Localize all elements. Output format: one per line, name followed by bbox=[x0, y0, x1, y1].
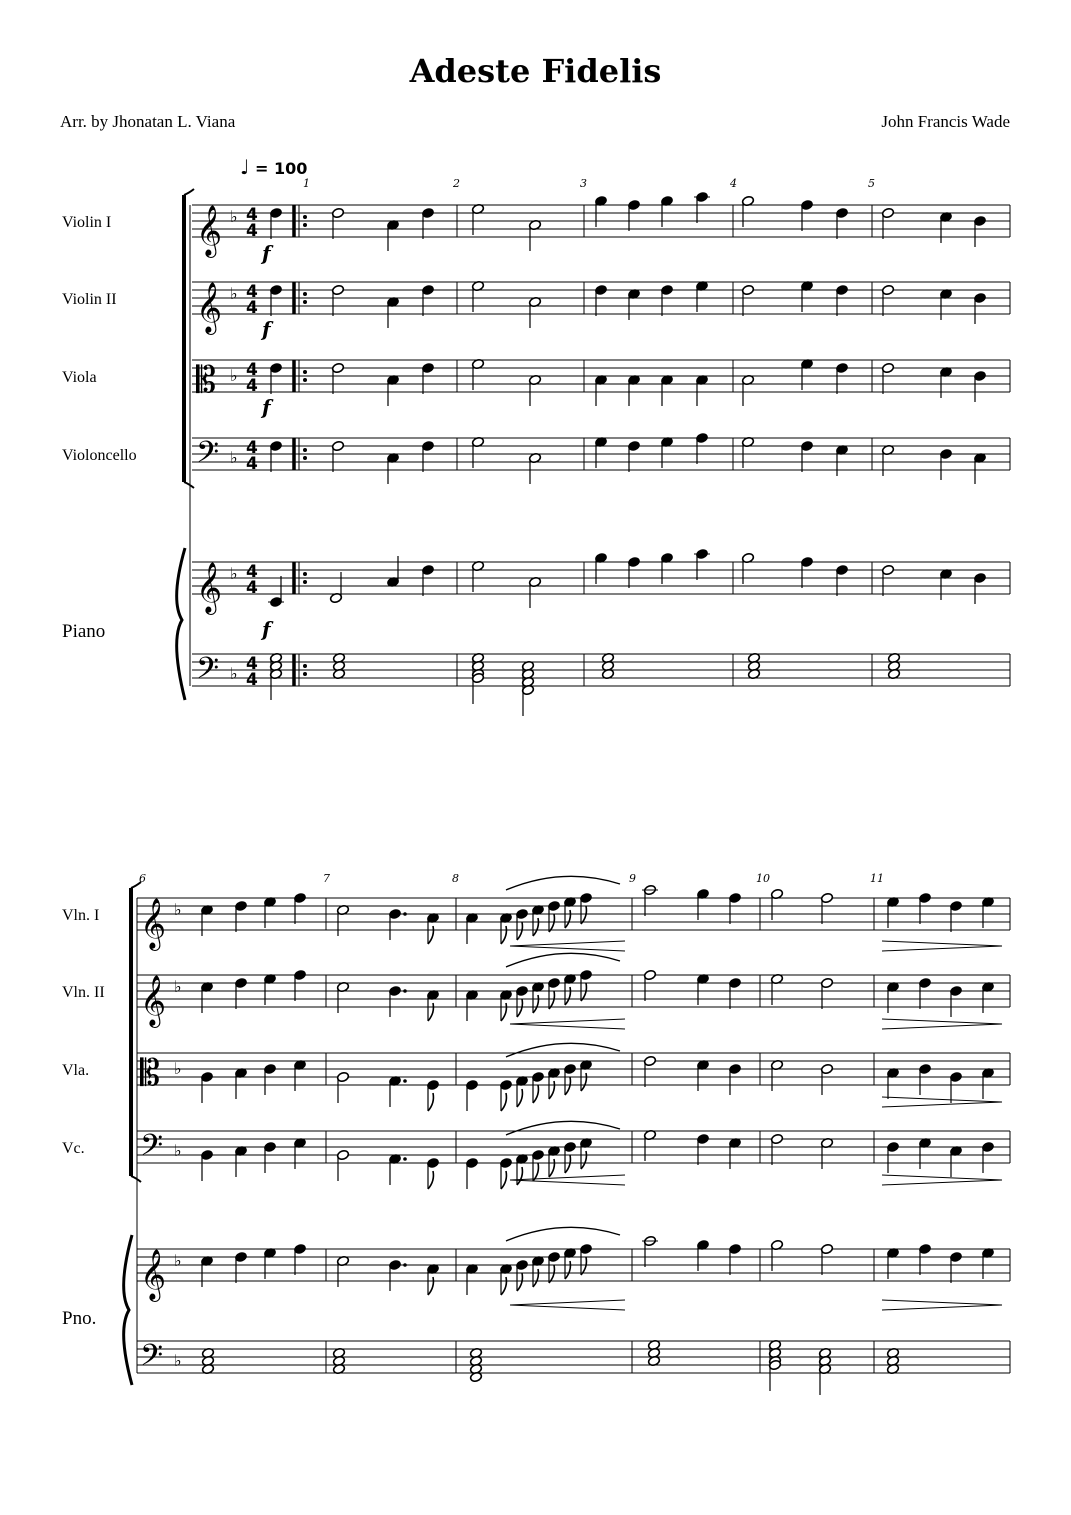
note-flag bbox=[533, 995, 538, 1013]
time-signature-numerator: 4 bbox=[246, 205, 258, 225]
decrescendo-hairpin bbox=[882, 1019, 1002, 1024]
time-signature-numerator: 4 bbox=[246, 562, 258, 582]
key-signature-flat-icon: ♭ bbox=[230, 564, 238, 583]
repeat-dot bbox=[303, 664, 307, 668]
measure-number: 7 bbox=[323, 872, 330, 885]
bass-clef-icon: 𝄢 bbox=[196, 436, 220, 477]
decrescendo-hairpin bbox=[882, 1180, 1002, 1185]
note-flag bbox=[549, 1159, 554, 1177]
key-signature-flat-icon: ♭ bbox=[174, 1251, 182, 1270]
crescendo-hairpin bbox=[510, 1305, 625, 1310]
note-flag bbox=[533, 1269, 538, 1287]
crescendo-hairpin bbox=[510, 1300, 625, 1305]
bracket-bottom bbox=[131, 1176, 141, 1182]
instrument-label-violin-2: Violin II bbox=[62, 291, 117, 308]
note-flag bbox=[549, 1081, 554, 1099]
arranger-credit: Arr. by Jhonatan L. Viana bbox=[60, 112, 236, 131]
alto-clef-icon: 𝄡 bbox=[140, 1053, 161, 1094]
note-flag bbox=[581, 1151, 586, 1169]
measure-number: 11 bbox=[870, 872, 884, 885]
time-signature-denominator: 4 bbox=[246, 670, 258, 690]
instrument-label-violin-1: Violin I bbox=[62, 214, 112, 231]
repeat-dot bbox=[303, 448, 307, 452]
note-flag bbox=[565, 910, 570, 928]
instrument-label-viola-short: Vla. bbox=[62, 1062, 90, 1079]
time-signature-denominator: 4 bbox=[246, 221, 258, 241]
note-dot bbox=[403, 1157, 407, 1161]
crescendo-hairpin bbox=[510, 1024, 625, 1029]
treble-clef-icon: 𝄞 bbox=[196, 282, 223, 333]
note-flag bbox=[549, 1265, 554, 1283]
dynamic-forte-marking: f bbox=[262, 395, 271, 419]
bass-clef-icon: 𝄢 bbox=[140, 1129, 164, 1170]
decrescendo-hairpin bbox=[882, 941, 1002, 946]
note-flag bbox=[565, 1261, 570, 1279]
note-flag bbox=[428, 926, 433, 944]
instrument-label-cello-short: Vc. bbox=[62, 1140, 85, 1157]
repeat-dot bbox=[303, 370, 307, 374]
note-dot bbox=[403, 912, 407, 916]
bracket-top bbox=[184, 189, 194, 195]
piano-brace bbox=[124, 1235, 132, 1385]
note-flag bbox=[501, 1093, 506, 1111]
note-flag bbox=[501, 1171, 506, 1189]
measure-number: 10 bbox=[756, 872, 770, 885]
tempo-value: = 100 bbox=[255, 159, 308, 178]
note-flag bbox=[549, 914, 554, 932]
treble-clef-icon: 𝄞 bbox=[140, 898, 167, 949]
bass-clef-icon: 𝄢 bbox=[196, 652, 220, 693]
decrescendo-hairpin bbox=[882, 1102, 1002, 1107]
note-flag bbox=[501, 926, 506, 944]
time-signature-numerator: 4 bbox=[246, 282, 258, 302]
note-flag bbox=[565, 987, 570, 1005]
repeat-dot bbox=[303, 580, 307, 584]
note-flag bbox=[517, 922, 522, 940]
time-signature-denominator: 4 bbox=[246, 578, 258, 598]
bracket-top bbox=[131, 882, 141, 888]
instrument-label-cello: Violoncello bbox=[62, 447, 137, 464]
key-signature-flat-icon: ♭ bbox=[230, 366, 238, 385]
dynamic-forte-marking: f bbox=[262, 241, 271, 265]
slur bbox=[506, 1227, 620, 1241]
note-flag bbox=[517, 999, 522, 1017]
crescendo-hairpin bbox=[510, 1175, 625, 1180]
slur bbox=[506, 876, 620, 890]
repeat-dot bbox=[303, 672, 307, 676]
crescendo-hairpin bbox=[510, 941, 625, 946]
key-signature-flat-icon: ♭ bbox=[174, 1059, 182, 1078]
note-flag bbox=[501, 1003, 506, 1021]
alto-clef-icon: 𝄡 bbox=[196, 360, 217, 401]
repeat-dot bbox=[303, 223, 307, 227]
piano-brace bbox=[177, 548, 185, 700]
repeat-dot bbox=[303, 572, 307, 576]
treble-clef-icon: 𝄞 bbox=[196, 205, 223, 256]
decrescendo-hairpin bbox=[882, 1305, 1002, 1310]
dynamic-forte-marking: f bbox=[262, 617, 271, 641]
measure-number: 3 bbox=[580, 177, 587, 190]
note-flag bbox=[517, 1167, 522, 1185]
note-flag bbox=[533, 1085, 538, 1103]
key-signature-flat-icon: ♭ bbox=[174, 1141, 182, 1160]
slur bbox=[506, 1043, 620, 1057]
decrescendo-hairpin bbox=[882, 1175, 1002, 1180]
repeat-dot bbox=[303, 215, 307, 219]
crescendo-hairpin bbox=[510, 1019, 625, 1024]
composer-credit: John Francis Wade bbox=[881, 112, 1010, 131]
note-dot bbox=[403, 1079, 407, 1083]
measure-number: 2 bbox=[453, 177, 460, 190]
dynamic-forte-marking: f bbox=[262, 317, 271, 341]
measure-number: 8 bbox=[452, 872, 459, 885]
note-flag bbox=[517, 1273, 522, 1291]
key-signature-flat-icon: ♭ bbox=[174, 1351, 182, 1370]
instrument-label-piano: Piano bbox=[62, 621, 106, 642]
note-flag bbox=[549, 991, 554, 1009]
instrument-label-violin-2-short: Vln. II bbox=[62, 984, 105, 1001]
treble-clef-icon: 𝄞 bbox=[140, 1249, 167, 1300]
note-flag bbox=[581, 1073, 586, 1091]
note-flag bbox=[428, 1277, 433, 1295]
bracket-bottom bbox=[184, 482, 194, 488]
measure-number: 4 bbox=[730, 177, 737, 190]
measure-number: 9 bbox=[629, 872, 636, 885]
time-signature-numerator: 4 bbox=[246, 654, 258, 674]
repeat-dot bbox=[303, 300, 307, 304]
instrument-label-violin-1-short: Vln. I bbox=[62, 907, 100, 924]
note-flag bbox=[533, 918, 538, 936]
slur bbox=[506, 1121, 620, 1135]
measure-number: 6 bbox=[139, 872, 146, 885]
time-signature-denominator: 4 bbox=[246, 454, 258, 474]
key-signature-flat-icon: ♭ bbox=[174, 977, 182, 996]
measure-number: 1 bbox=[303, 177, 310, 190]
note-flag bbox=[565, 1077, 570, 1095]
note-flag bbox=[517, 1089, 522, 1107]
repeat-dot bbox=[303, 378, 307, 382]
key-signature-flat-icon: ♭ bbox=[230, 664, 238, 683]
crescendo-hairpin bbox=[510, 946, 625, 951]
decrescendo-hairpin bbox=[882, 1024, 1002, 1029]
decrescendo-hairpin bbox=[882, 946, 1002, 951]
measure-number: 5 bbox=[868, 177, 875, 190]
treble-clef-icon: 𝄞 bbox=[140, 975, 167, 1026]
slur bbox=[506, 953, 620, 967]
instrument-label-viola: Viola bbox=[62, 369, 97, 386]
decrescendo-hairpin bbox=[882, 1097, 1002, 1102]
bass-clef-icon: 𝄢 bbox=[140, 1339, 164, 1380]
key-signature-flat-icon: ♭ bbox=[230, 284, 238, 303]
decrescendo-hairpin bbox=[882, 1300, 1002, 1305]
time-signature-denominator: 4 bbox=[246, 376, 258, 396]
key-signature-flat-icon: ♭ bbox=[174, 900, 182, 919]
key-signature-flat-icon: ♭ bbox=[230, 207, 238, 226]
time-signature-numerator: 4 bbox=[246, 360, 258, 380]
key-signature-flat-icon: ♭ bbox=[230, 448, 238, 467]
note-flag bbox=[581, 906, 586, 924]
note-flag bbox=[581, 1257, 586, 1275]
note-flag bbox=[501, 1277, 506, 1295]
note-flag bbox=[428, 1003, 433, 1021]
repeat-dot bbox=[303, 456, 307, 460]
note-flag bbox=[428, 1093, 433, 1111]
note-dot bbox=[403, 989, 407, 993]
repeat-dot bbox=[303, 292, 307, 296]
treble-clef-icon: 𝄞 bbox=[196, 562, 223, 613]
note-flag bbox=[428, 1171, 433, 1189]
instrument-label-piano-short: Pno. bbox=[62, 1308, 97, 1329]
crescendo-hairpin bbox=[510, 1180, 625, 1185]
note-flag bbox=[581, 983, 586, 1001]
quarter-note-icon: ♩ bbox=[240, 155, 250, 179]
note-dot bbox=[403, 1263, 407, 1267]
score-title: Adeste Fidelis bbox=[409, 52, 662, 90]
time-signature-denominator: 4 bbox=[246, 298, 258, 318]
note-flag bbox=[565, 1155, 570, 1173]
time-signature-numerator: 4 bbox=[246, 438, 258, 458]
